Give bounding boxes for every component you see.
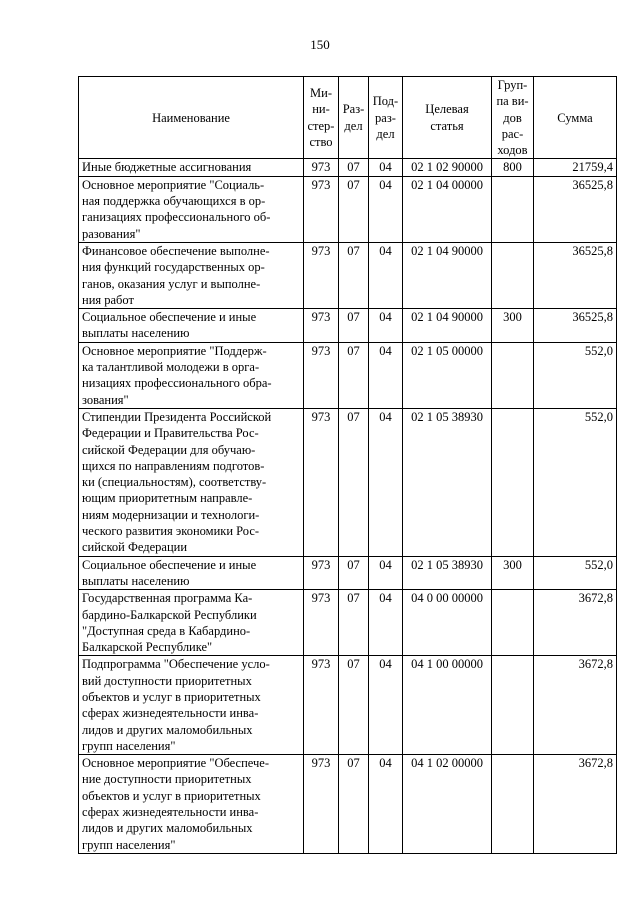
- cell-expense-group: [492, 590, 534, 656]
- cell-subsection: 04: [369, 656, 403, 755]
- table-row: [79, 242, 617, 308]
- cell-target-article: 04 1 00 00000: [403, 656, 492, 755]
- cell-section: 07: [339, 755, 369, 854]
- cell-target-article: 02 1 02 90000: [403, 159, 492, 176]
- cell-target-article: 02 1 04 90000: [403, 309, 492, 343]
- header-expense-group: Груп- па ви- дов рас- ходов: [492, 77, 534, 159]
- cell-sum: 3672,8: [534, 755, 617, 854]
- cell-target-article: 04 0 00 00000: [403, 590, 492, 656]
- header-ministry: Ми- ни- стер- ство: [304, 77, 339, 159]
- cell-sum: 3672,8: [534, 590, 617, 656]
- cell-sum: 36525,8: [534, 242, 617, 308]
- cell-name: Стипендии Президента Российской Федерации и Правительства Рос- сийской Федерации для обучаю- щихся по направлениям подготов- ки (специальностям), соответству- ющим приоритетным направле- ниям модернизации и технологи- ческого развития экономики Рос- сийской Федерации: [79, 408, 304, 556]
- table-row: [79, 176, 617, 242]
- cell-name: Основное мероприятие "Социаль- ная поддержка обучающихся в ор- ганизациях профессионального об- разования": [79, 176, 304, 242]
- table-row: [79, 656, 617, 755]
- cell-sum: 552,0: [534, 342, 617, 408]
- cell-expense-group: [492, 408, 534, 556]
- cell-expense-group: 300: [492, 309, 534, 343]
- header-section: Раз- дел: [339, 77, 369, 159]
- cell-ministry: 973: [304, 656, 339, 755]
- cell-sum: 552,0: [534, 408, 617, 556]
- table-row: [79, 309, 617, 343]
- cell-ministry: 973: [304, 755, 339, 854]
- cell-name: Основное мероприятие "Поддерж- ка талантливой молодежи в орга- низациях профессионального обра- зования": [79, 342, 304, 408]
- table-row: [79, 408, 617, 556]
- cell-subsection: 04: [369, 242, 403, 308]
- cell-ministry: 973: [304, 590, 339, 656]
- cell-subsection: 04: [369, 755, 403, 854]
- table-row: [79, 590, 617, 656]
- cell-section: 07: [339, 408, 369, 556]
- cell-section: 07: [339, 176, 369, 242]
- cell-name: Финансовое обеспечение выполне- ния функций государственных ор- ганов, оказания услуг и выполне- ния работ: [79, 242, 304, 308]
- cell-sum: 21759,4: [534, 159, 617, 176]
- cell-name: Социальное обеспечение и иные выплаты населению: [79, 556, 304, 590]
- cell-ministry: 973: [304, 242, 339, 308]
- table-header-row: [79, 77, 617, 159]
- cell-name: Государственная программа Ка- бардино-Балкарской Республики "Доступная среда в Кабардино- Балкарской Республике": [79, 590, 304, 656]
- table-row: [79, 159, 617, 176]
- cell-section: 07: [339, 342, 369, 408]
- budget-table: [78, 76, 617, 854]
- cell-expense-group: 800: [492, 159, 534, 176]
- cell-expense-group: [492, 176, 534, 242]
- cell-name: Иные бюджетные ассигнования: [79, 159, 304, 176]
- cell-sum: 36525,8: [534, 309, 617, 343]
- page-number: 150: [310, 37, 330, 52]
- cell-section: 07: [339, 590, 369, 656]
- cell-ministry: 973: [304, 159, 339, 176]
- cell-name: Подпрограмма "Обеспечение усло- вий доступности приоритетных объектов и услуг в приоритетных сферах жизнедеятельности инва- лидов и других маломобильных групп населения": [79, 656, 304, 755]
- cell-sum: 36525,8: [534, 176, 617, 242]
- header-target-article: Целевая статья: [403, 77, 492, 159]
- cell-section: 07: [339, 242, 369, 308]
- table-row: [79, 342, 617, 408]
- cell-expense-group: 300: [492, 556, 534, 590]
- cell-ministry: 973: [304, 309, 339, 343]
- table-body: [79, 159, 617, 853]
- cell-subsection: 04: [369, 176, 403, 242]
- cell-section: 07: [339, 309, 369, 343]
- cell-target-article: 02 1 04 00000: [403, 176, 492, 242]
- cell-section: 07: [339, 159, 369, 176]
- cell-section: 07: [339, 656, 369, 755]
- cell-target-article: 02 1 05 00000: [403, 342, 492, 408]
- cell-section: 07: [339, 556, 369, 590]
- cell-subsection: 04: [369, 408, 403, 556]
- cell-target-article: 02 1 05 38930: [403, 556, 492, 590]
- table-row: [79, 556, 617, 590]
- table-row: [79, 755, 617, 854]
- cell-target-article: 04 1 02 00000: [403, 755, 492, 854]
- cell-subsection: 04: [369, 556, 403, 590]
- cell-ministry: 973: [304, 342, 339, 408]
- cell-name: Основное мероприятие "Обеспече- ние доступности приоритетных объектов и услуг в приоритетных сферах жизнедеятельности инва- лидов и других маломобильных групп населения": [79, 755, 304, 854]
- header-subsection: Под- раз- дел: [369, 77, 403, 159]
- cell-expense-group: [492, 755, 534, 854]
- cell-name: Социальное обеспечение и иные выплаты населению: [79, 309, 304, 343]
- header-sum: Сумма: [534, 77, 617, 159]
- cell-target-article: 02 1 04 90000: [403, 242, 492, 308]
- cell-target-article: 02 1 05 38930: [403, 408, 492, 556]
- cell-ministry: 973: [304, 556, 339, 590]
- cell-expense-group: [492, 656, 534, 755]
- cell-subsection: 04: [369, 159, 403, 176]
- cell-subsection: 04: [369, 342, 403, 408]
- cell-expense-group: [492, 242, 534, 308]
- cell-sum: 3672,8: [534, 656, 617, 755]
- header-name: Наименование: [79, 77, 304, 159]
- cell-sum: 552,0: [534, 556, 617, 590]
- cell-expense-group: [492, 342, 534, 408]
- cell-subsection: 04: [369, 590, 403, 656]
- cell-subsection: 04: [369, 309, 403, 343]
- cell-ministry: 973: [304, 176, 339, 242]
- cell-ministry: 973: [304, 408, 339, 556]
